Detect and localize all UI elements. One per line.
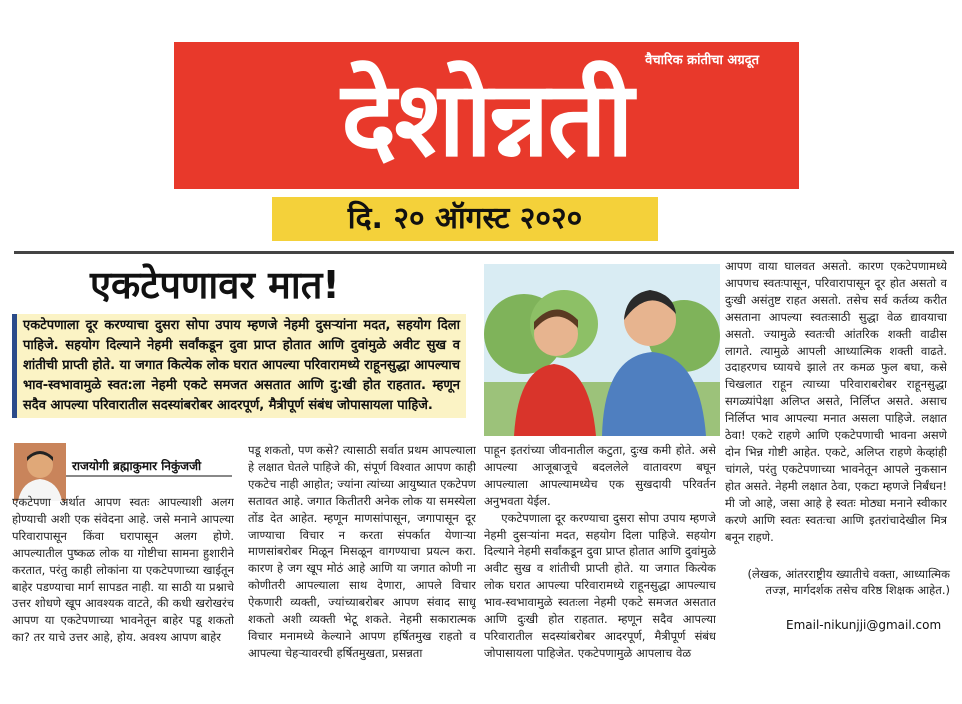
article-headline: एकटेपणावर मात! (90, 263, 340, 307)
newspaper-title: देशोन्नती (341, 58, 632, 180)
article-lede: एकटेपणाला दूर करण्याचा दुसरा सोपा उपाय म्हणजे नेहमी दुसऱ्यांना मदत, सहयोग दिला पाहिजे. सहयोग दिल्याने नेहमी सर्वांकडून दुवा प्राप्त होतात आणि दुवांमुळे अवीट सुख व शांतीची प्राप्ती होते. या जगात कित्येक लोक घरात आपल्या परिवारामध्ये राहूनसुद्धा आपल्याच भाव-स्वभावामुळे स्वत:ला नेहमी एकटे समजत असतात आणि दु:खी होत राहतात. म्हणून सदैव आपल्या परिवारातील सदस्यांबरोबर आदरपूर्ण, मैत्रीपूर्ण संबंध जोपासायला पाहिजे. (12, 314, 466, 418)
masthead-logo (174, 42, 799, 189)
paragraph: एकटेपणाला दूर करण्याचा दुसरा सोपा उपाय म्हणजे नेहमी दुसऱ्यांना मदत, सहयोग दिला पाहिजे. सहयोग दिल्याने नेहमी सर्वांकडून दुवा प्राप्त होतात आणि दुवांमुळे अवीट सुख व शांतीची प्राप्ती होते. या जगात कित्येक लोक घरात आपल्या परिवारामध्ये राहूनसुद्धा आपल्याच भाव-स्वभावामुळे स्वतःला नेहमी एकटे समजत असतात आणि दुःखी होत राहतात. म्हणून सदैव आपल्या परिवारातील सदस्यांबरोबर आदरपूर्ण, मैत्रीपूर्ण संबंध जोपासायला पाहिजेत. एकटेपणामुळे आपलाच वेळ (484, 510, 716, 660)
article-column-4 (725, 258, 947, 558)
article-column-1 (12, 494, 234, 676)
paragraph: आपण वाया घालवत असतो. कारण एकटेपणामध्ये आपणच स्वतःपासून, परिवारापासून दूर होत असतो व दुःखी असंतुष्ट राहत असतो. तसेच सर्व कर्तव्य करीत असताना आपल्या स्वतःसाठी सुद्धा वेळ द्यावयाचा असतो. ज्यामुळे स्वतःची आंतरिक शक्ती वाढीस लागते. त्यामुळे आपली आध्यात्मिक शक्ती वाढते. उदाहरणच घ्यायचे झाले तर कमळ फुल बघा, कसे चिखलात राहून त्याच्या परिवाराबरोबर राहूनसुद्धा सगळ्यांपेक्षा अलिप्त असते, निर्लिप्त असते. असाच निर्लिप्त भाव आपल्या मनात असला पाहिजे. लक्षात ठेवा! एकटे राहणे आणि एकटेपणाची भावना असणे दोन भिन्न गोष्टी आहेत. एकटे, अलिप्त राहणे केव्हांही चांगले, परंतु एकटेपणाच्या भावनेतून आपले नुकसान होत असते. नेहमी लक्षात ठेवा, एकटा म्हणजे निर्बंधन! मी जो आहे, जसा आहे हे स्वतः मोठ्या मनाने स्वीकार करणे आणि स्वतः स्वतःचा आणि इतरांचादेखील मित्र बनून राहणे. (725, 259, 947, 544)
author-photo (14, 443, 66, 501)
article-illustration (484, 264, 720, 436)
issue-date: दि. २० ऑगस्ट २०२० (272, 197, 658, 241)
article-column-3 (484, 442, 716, 678)
paragraph: पडू शकतो, पण कसे? त्यासाठी सर्वात प्रथम आपल्याला हे लक्षात घेतले पाहिजे की, संपूर्ण विश्वात आपण काही एकटेच नाही आहोत; ज्यांना त्यांच्या आयुष्यात एकटेपण सतावत आहे. जगात कितीतरी अनेक लोक या समस्येला तोंड देत आहेत. म्हणून माणसांपासून, जगापासून दूर जाण्याचा विचार न करता संपर्कात येणाऱ्या माणसांबरोबर मिळून मिसळून वागण्याचा प्रयत्न करा. कारण हे जग खूप मोठं आहे आणि या जगात कोणी ना कोणीतरी आपल्याला साथ देणारा, आपले विचार ऐकणारी व्यक्ती, ज्यांच्याबरोबर आपण संवाद साधू शकतो अशी व्यक्ती भेटू शकते. नेहमी सकारात्मक विचार मनामध्ये केल्याने आपण हर्षितमुख राहतो व आपल्या चेहऱ्यावरची हर्षितमुखता, प्रसन्नता (248, 443, 476, 660)
paragraph: एकटेपणा अर्थात आपण स्वतः आपल्याशी अलग होण्याची अशी एक संवेदना आहे. जसे मनाने आपल्या परिवारापासून किंवा घरापासून अलग होणे. आपल्यातील पुष्कळ लोक या गोष्टीचा सामना हुशारीने करतात, परंतु काही लोकांना या एकटेपणाच्या खाईतून बाहेर पडण्याचा मार्ग सापडत नाही. या साठी या प्रश्नाचे उत्तर शोधणे खूप आवश्यक वाटते, की कधी खरोखरंच आपण या एकटेपणाच्या भावनेतून बाहेर पडू शकतो का? तर याचे उत्तर आहे, होय. अवश्य आपण बाहेर (12, 495, 234, 645)
paragraph: पाहून इतरांच्या जीवनातील कटुता, दुःख कमी होते. असे आपल्या आजूबाजूचे बदललेले वातावरण बघून आपल्याला आपल्यामध्येच एक सुखदायी परिवर्तन अनुभवता येईल. (484, 443, 716, 508)
article-column-2 (248, 442, 476, 678)
author-email: Email-nikunjji@gmail.com (786, 618, 942, 632)
author-byline: राजयोगी ब्रह्माकुमार निकुंजजी (66, 455, 232, 477)
author-credit: (लेखक, आंतरराष्ट्रीय ख्यातीचे वक्ता, आध्यात्मिक तज्ज्ञ, मार्गदर्शक तसेच वरिष्ठ शिक्षक आहेत.) (747, 567, 950, 597)
masthead-tagline: वैचारिक क्रांतीचा अग्रदूत (645, 53, 759, 68)
section-divider (14, 251, 954, 254)
